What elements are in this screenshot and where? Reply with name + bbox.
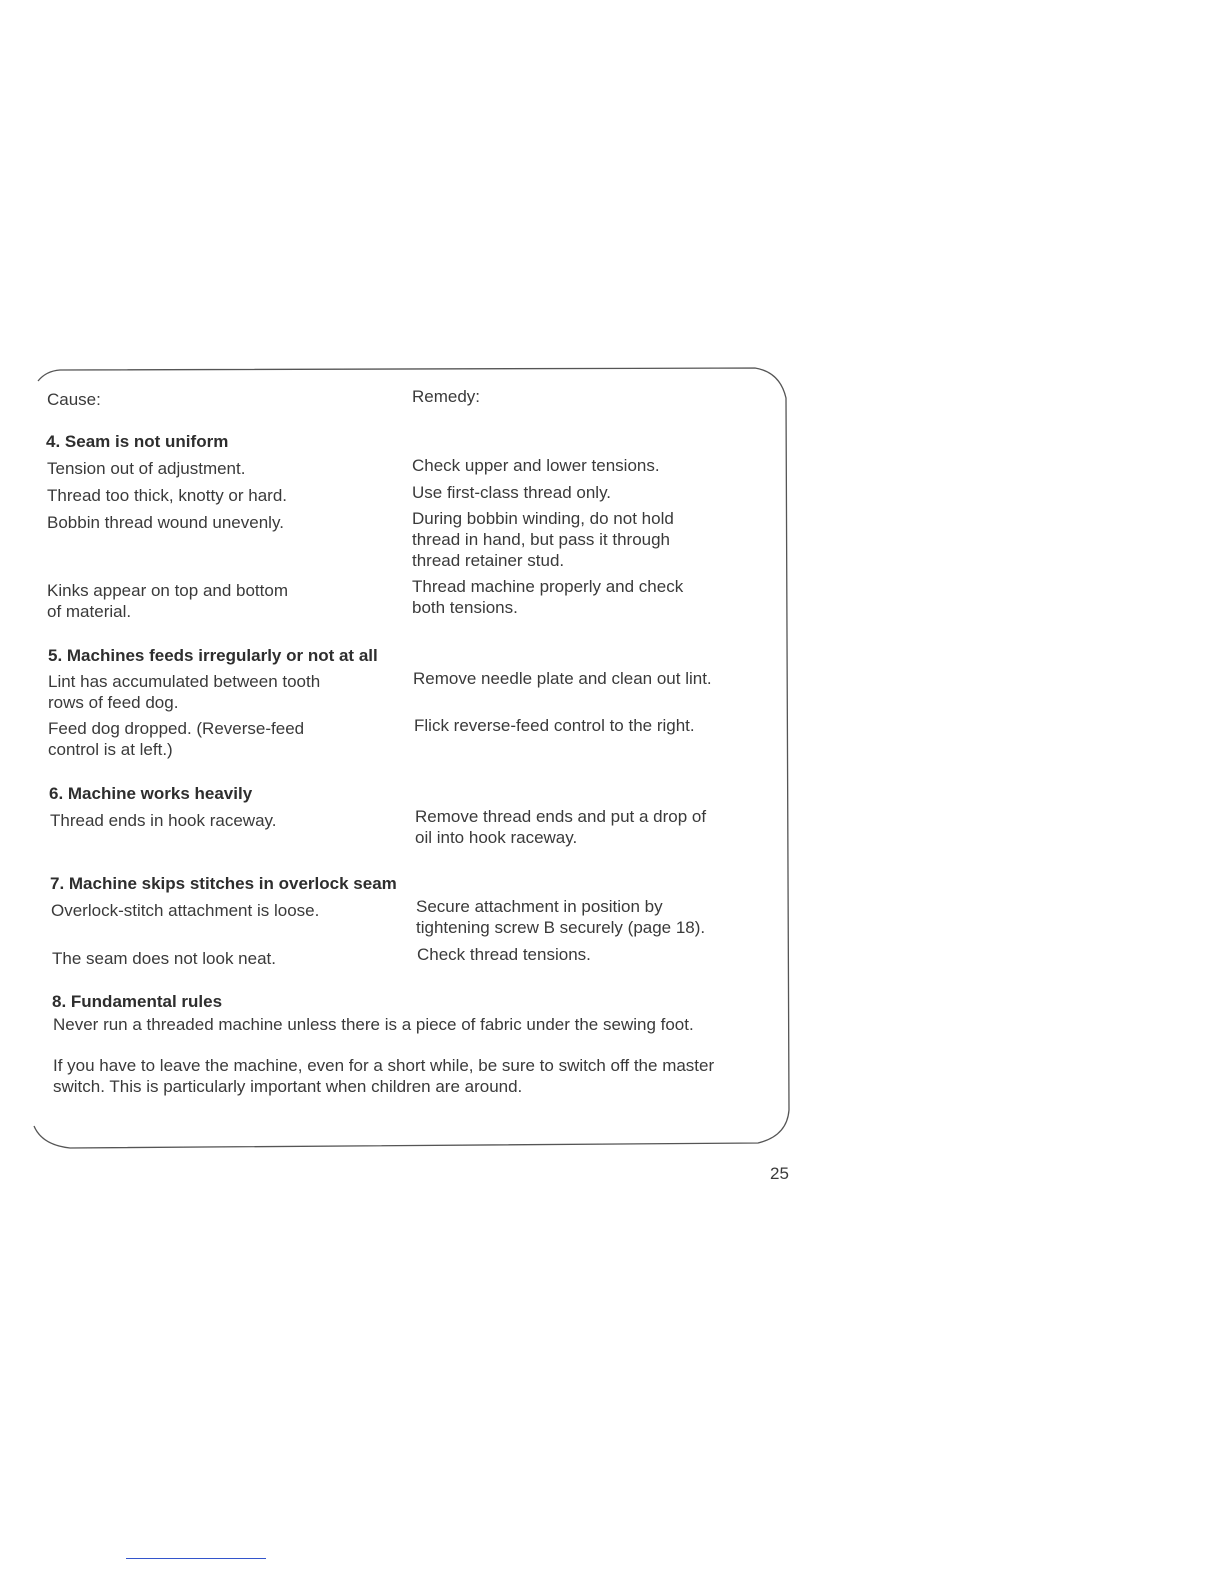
cause-text: Kinks appear on top and bottom (47, 581, 288, 600)
remedy-text: tightening screw B securely (page 18). (416, 918, 706, 937)
cause-text: Bobbin thread wound unevenly. (47, 513, 284, 532)
remedy-text: Thread machine properly and check (412, 577, 684, 596)
remedy-text: Use first-class thread only. (412, 483, 612, 502)
section-heading: 6. Machine works heavily (49, 784, 253, 803)
remedy-text: During bobbin winding, do not hold (412, 509, 674, 528)
remedy-text: Secure attachment in position by (416, 897, 663, 916)
page-number: 25 (770, 1164, 789, 1183)
cause-column-header: Cause: (47, 390, 101, 409)
section-heading: 5. Machines feeds irregularly or not at all (48, 646, 378, 665)
remedy-text: Check thread tensions. (417, 945, 591, 964)
section-heading: 7. Machine skips stitches in overlock seam (50, 874, 397, 893)
cause-text: The seam does not look neat. (52, 949, 276, 968)
cause-text: of material. (47, 602, 132, 621)
cause-text: Thread too thick, knotty or hard. (47, 486, 288, 505)
remedy-text: Check upper and lower tensions. (412, 456, 660, 475)
remedy-text: thread in hand, but pass it through (412, 530, 671, 549)
remedy-text: both tensions. (412, 598, 518, 617)
cause-text: rows of feed dog. (48, 693, 179, 712)
section-heading: 4. Seam is not uniform (46, 432, 229, 451)
remedy-text: Remove needle plate and clean out lint. (413, 669, 712, 688)
rule-paragraph: If you have to leave the machine, even for a short while, be sure to switch off the master switch. This is particularly important when children are around. (53, 1056, 715, 1096)
remedy-text: oil into hook raceway. (415, 828, 578, 847)
cause-text: Feed dog dropped. (Reverse-feed (48, 719, 305, 738)
section-heading: 8. Fundamental rules (52, 992, 223, 1011)
remedy-text: thread retainer stud. (412, 551, 565, 570)
cause-text: Thread ends in hook raceway. (50, 811, 277, 830)
footer-rule (126, 1558, 266, 1559)
cause-text: control is at left.) (48, 740, 173, 759)
cause-text: Overlock-stitch attachment is loose. (51, 901, 320, 920)
remedy-column-header: Remedy: (412, 387, 481, 406)
cause-text: Lint has accumulated between tooth (48, 672, 321, 691)
remedy-text: Flick reverse-feed control to the right. (414, 716, 695, 735)
remedy-text: Remove thread ends and put a drop of (415, 807, 707, 826)
rule-paragraph: Never run a threaded machine unless there is a piece of fabric under the sewing foot. (53, 1015, 694, 1034)
cause-text: Tension out of adjustment. (47, 459, 246, 478)
